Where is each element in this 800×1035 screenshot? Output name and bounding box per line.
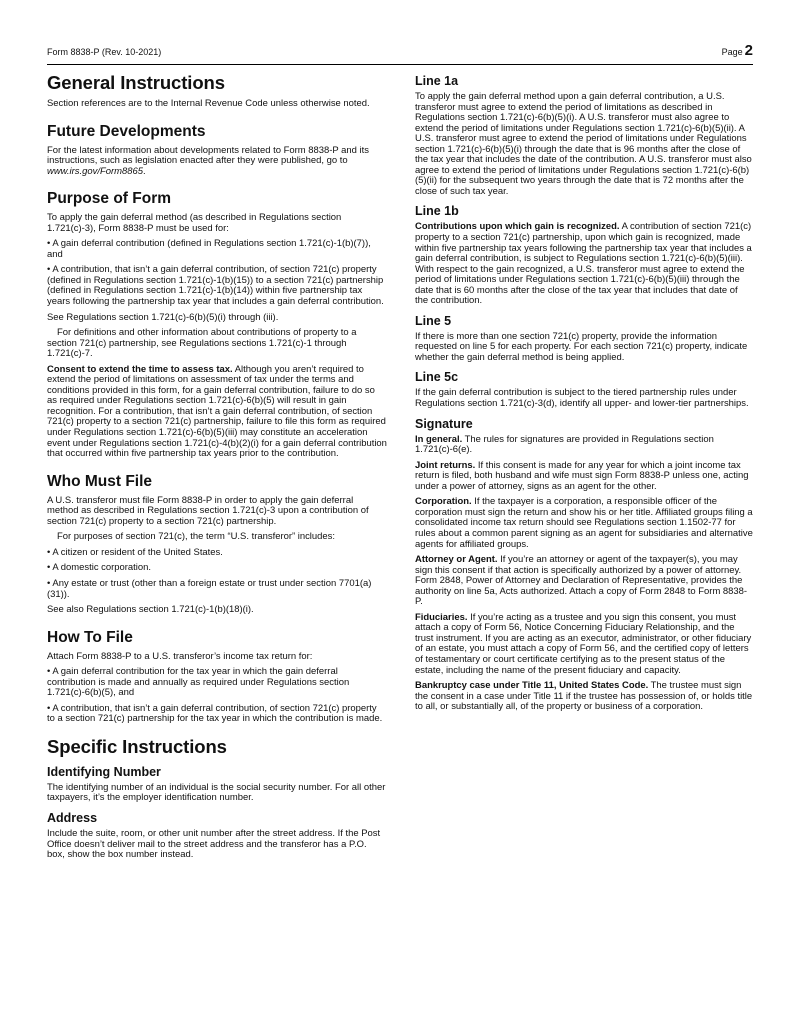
page-label: Page	[721, 47, 743, 57]
joint-returns-lead: Joint returns.	[415, 459, 476, 471]
future-developments-text	[47, 146, 387, 178]
identifying-number-text: The identifying number of an individual is the social security number. For all other taxpayers, it’s the employer identification number.	[47, 781, 386, 804]
identifying-number-heading: Identifying Number	[47, 764, 161, 779]
who-must-file-heading: Who Must File	[47, 472, 153, 490]
signature-general	[415, 435, 753, 456]
signature-bankruptcy	[415, 681, 753, 713]
who-see-also: See also Regulations section 1.721(c)-1(b)(18)(i).	[47, 604, 254, 616]
attorney-lead: Attorney or Agent.	[415, 554, 498, 566]
signature-corporation	[415, 497, 753, 550]
general-instructions-text: Section references are to the Internal Revenue Code unless otherwise noted.	[47, 98, 370, 109]
corporation-text: If the taxpayer is a corporation, a responsible officer of the corporation must sign the return and show his or her title. Affiliated groups filing a consolidated income tax return should see Regulations section 1.1502-77 for rules about a common parent signing as an agent for subsidiaries and alternative agents for affiliated groups.	[415, 496, 753, 550]
left-column	[47, 68, 387, 866]
purpose-definitions: For definitions and other information about contributions of property to a section 721(c) partnership, see Regulations sections 1.721(c)-1 through 1.721(c)-7.	[47, 327, 357, 360]
fiduciaries-text: If you’re acting as a trustee and you sign this consent, you must attach a copy of Form 56, Notice Concerning Fiduciary Relationship, and the trust instrument. If you are acting as an executor, administrator, or other fiduciary of an estate, you must attach a copy of Form 56, and the certified copy of letters of testamentary or court certificate certifying as to the present status of the estate, including the name of the present fiduciary and capacity.	[415, 611, 752, 676]
line-1b-body: A contribution of section 721(c) property to a section 721(c) partnership, upon which gain is recognized, made within five partnership tax years following the partnership tax year that includes a gain deferral contribution, is subject to Regulations section 1.721(c)-6(b)(5)(iii). With respect to the gain recognized, a U.S. transferor must agree to extend the period of limitations under Regulations section 1.721(c)-6(b)(5)(iii) through the date that is 60 months after the close of the tax year that includes that date of the contribution.	[415, 221, 752, 307]
line-1a-heading: Line 1a	[415, 74, 459, 88]
corporation-lead: Corporation.	[415, 496, 472, 508]
purpose-bullet-2: • A contribution, that isn’t a gain deferral contribution, of section 721(c) property (defined in Regulations section 1.721(c)-1(b)(15)) to a section 721(c) partnership (defined in Regulations section 1.721(c)-1(b)(14)) within five partnership tax years following the partnership tax year that includes a gain deferral contribution.	[47, 264, 384, 308]
who-bullet-1: • A citizen or resident of the United States.	[47, 546, 223, 558]
bankruptcy-text: The trustee must sign the consent in a case under Title 11 if the trustee has possession of, or holds title to all, or substantially all, of the property or business of a corporation.	[415, 680, 753, 713]
future-developments-body: For the latest information about developments related to Form 8838-P and its instructions, such as legislation enacted after they were published, go to	[47, 144, 369, 167]
line-1b-heading: Line 1b	[415, 204, 459, 219]
signature-general-text: The rules for signatures are provided in Regulations section 1.721(c)-6(e).	[415, 433, 714, 456]
general-instructions-heading: General Instructions	[47, 72, 225, 93]
page-header	[47, 40, 753, 65]
purpose-intro: To apply the gain deferral method (as described in Regulations section 1.721(c)-3), Form 8838-P must be used for:	[47, 212, 342, 234]
future-developments-heading: Future Developments	[47, 122, 206, 140]
consent-paragraph	[47, 365, 387, 460]
bankruptcy-lead: Bankruptcy case under Title 11, United States Code.	[415, 680, 649, 692]
line-5c-heading: Line 5c	[415, 370, 459, 385]
line-1b-lead: Contributions upon which gain is recognized.	[415, 221, 620, 233]
who-bullet-2: • A domestic corporation.	[47, 562, 152, 574]
who-bullet-3: • Any estate or trust (other than a foreign estate or trust under section 7701(a)(31)).	[47, 577, 372, 600]
consent-text: Although you aren’t required to extend the period of limitations on assessment of tax under the terms and conditions provided in this form, for a gain deferral contribution, failure to do so as required under Regulations section 1.721(c)-6(b)(5) will result in gain recognition. For a contribution, that isn’t a gain deferral contribution, of section 721(c) property to a section 721(c) partnership, failure to file this form as required under Regulations section 1.721(c)-6(b)(5)(iii) may constitute an acceleration event under Regulations section 1.721(c)-4(b)(2)(i) for a gain deferral contribution that occurred within five partnership tax years prior to the contribution.	[47, 363, 387, 460]
line-5c-text: If the gain deferral contribution is subject to the tiered partnership rules under Regulations section 1.721(c)-3(d), identify all upper- and lower-tier partnerships.	[415, 387, 749, 410]
purpose-of-form-heading: Purpose of Form	[47, 190, 172, 208]
form-id: Form 8838-P (Rev. 10-2021)	[47, 47, 162, 57]
signature-heading: Signature	[415, 416, 473, 431]
page-number-label	[722, 42, 753, 59]
address-heading: Address	[47, 810, 98, 825]
future-developments-end: .	[142, 165, 146, 177]
fiduciaries-lead: Fiduciaries.	[415, 611, 468, 623]
specific-instructions-heading: Specific Instructions	[47, 735, 227, 757]
signature-fiduciaries	[415, 613, 753, 676]
line-5-text: If there is more than one section 721(c) property, provide the information requested on line 5 for each property. For each section 721(c) property, indicate whether the gain deferral method is being applied.	[415, 330, 748, 363]
page-number: 2	[744, 42, 753, 59]
how-bullet-2: • A contribution, that isn’t a gain deferral contribution, of section 721(c) property to a section 721(c) partnership for the tax year in which the contribution is made.	[47, 702, 383, 725]
signature-attorney	[415, 555, 753, 608]
line-1a-text: To apply the gain deferral method upon a gain deferral contribution, a U.S. transferor must agree to extend the period of limitations as described in Regulations section 1.721(c)-6(b)(5)(i). A U.S. transferor must also agree to extend the period of limitations under Regulations section 1.721(c)-6(b)(5)(ii). A U.S. transferor must agree to extend the period of limitations under Regulations section 1.721(c)-6(b)(5)(i) through the date that is 96 months after the close of the tax year that includes the date of the contribution. A U.S. transferor must also agree to extend the period of limitations under Regulations section 1.721(c)-6(b)(5)(ii) for the subsequent two years through the date that is 72 months after the close of such tax year.	[415, 91, 752, 197]
how-to-file-text: Attach Form 8838-P to a U.S. transferor’s income tax return for:	[47, 650, 313, 662]
how-to-file-heading: How To File	[47, 628, 133, 646]
purpose-bullet-1: • A gain deferral contribution (defined in Regulations section 1.721(c)-1(b)(7)), and	[47, 238, 371, 260]
line-5-heading: Line 5	[415, 313, 452, 328]
purpose-see-regs: See Regulations section 1.721(c)-6(b)(5)(i) through (iii).	[47, 311, 279, 323]
right-column	[415, 68, 753, 718]
attorney-text: If you’re an attorney or agent of the taxpayer(s), you may sign this consent if that action is specifically authorized by a power of attorney. Form 2848, Power of Attorney and Declaration of Representative, provides the authority on line 5a, Acts authorized. Attach a copy of Form 2848 to Form 8838-P.	[415, 554, 748, 608]
who-must-file-text: A U.S. transferor must file Form 8838-P in order to apply the gain deferral method as described in Regulations section 1.721(c)-3 upon a contribution of section 721(c) property to a section 721(c) partnership.	[47, 494, 369, 527]
address-text: Include the suite, room, or other unit number after the street address. If the Post Office doesn’t deliver mail to the street address and the transferor has a P.O. box, show the box number instead.	[47, 827, 381, 861]
signature-general-lead: In general.	[415, 433, 463, 445]
signature-joint-returns	[415, 461, 753, 493]
joint-returns-text: If this consent is made for any year for which a joint income tax return is filed, both husband and wife must sign Form 8838-P unless one, acting under a power of attorney, signs as an agent for the other.	[415, 459, 749, 492]
line-1b-text	[415, 222, 753, 306]
consent-lead: Consent to extend the time to assess tax.	[47, 363, 233, 375]
us-transferor-definition: For purposes of section 721(c), the term “U.S. transferor” includes:	[57, 531, 335, 543]
irs-url-link[interactable]: www.irs.gov/Form8865	[47, 165, 143, 177]
how-bullet-1: • A gain deferral contribution for the tax year in which the gain deferral contribution is made and annually as required under Regulations section 1.721(c)-6(b)(5), and	[47, 666, 350, 699]
